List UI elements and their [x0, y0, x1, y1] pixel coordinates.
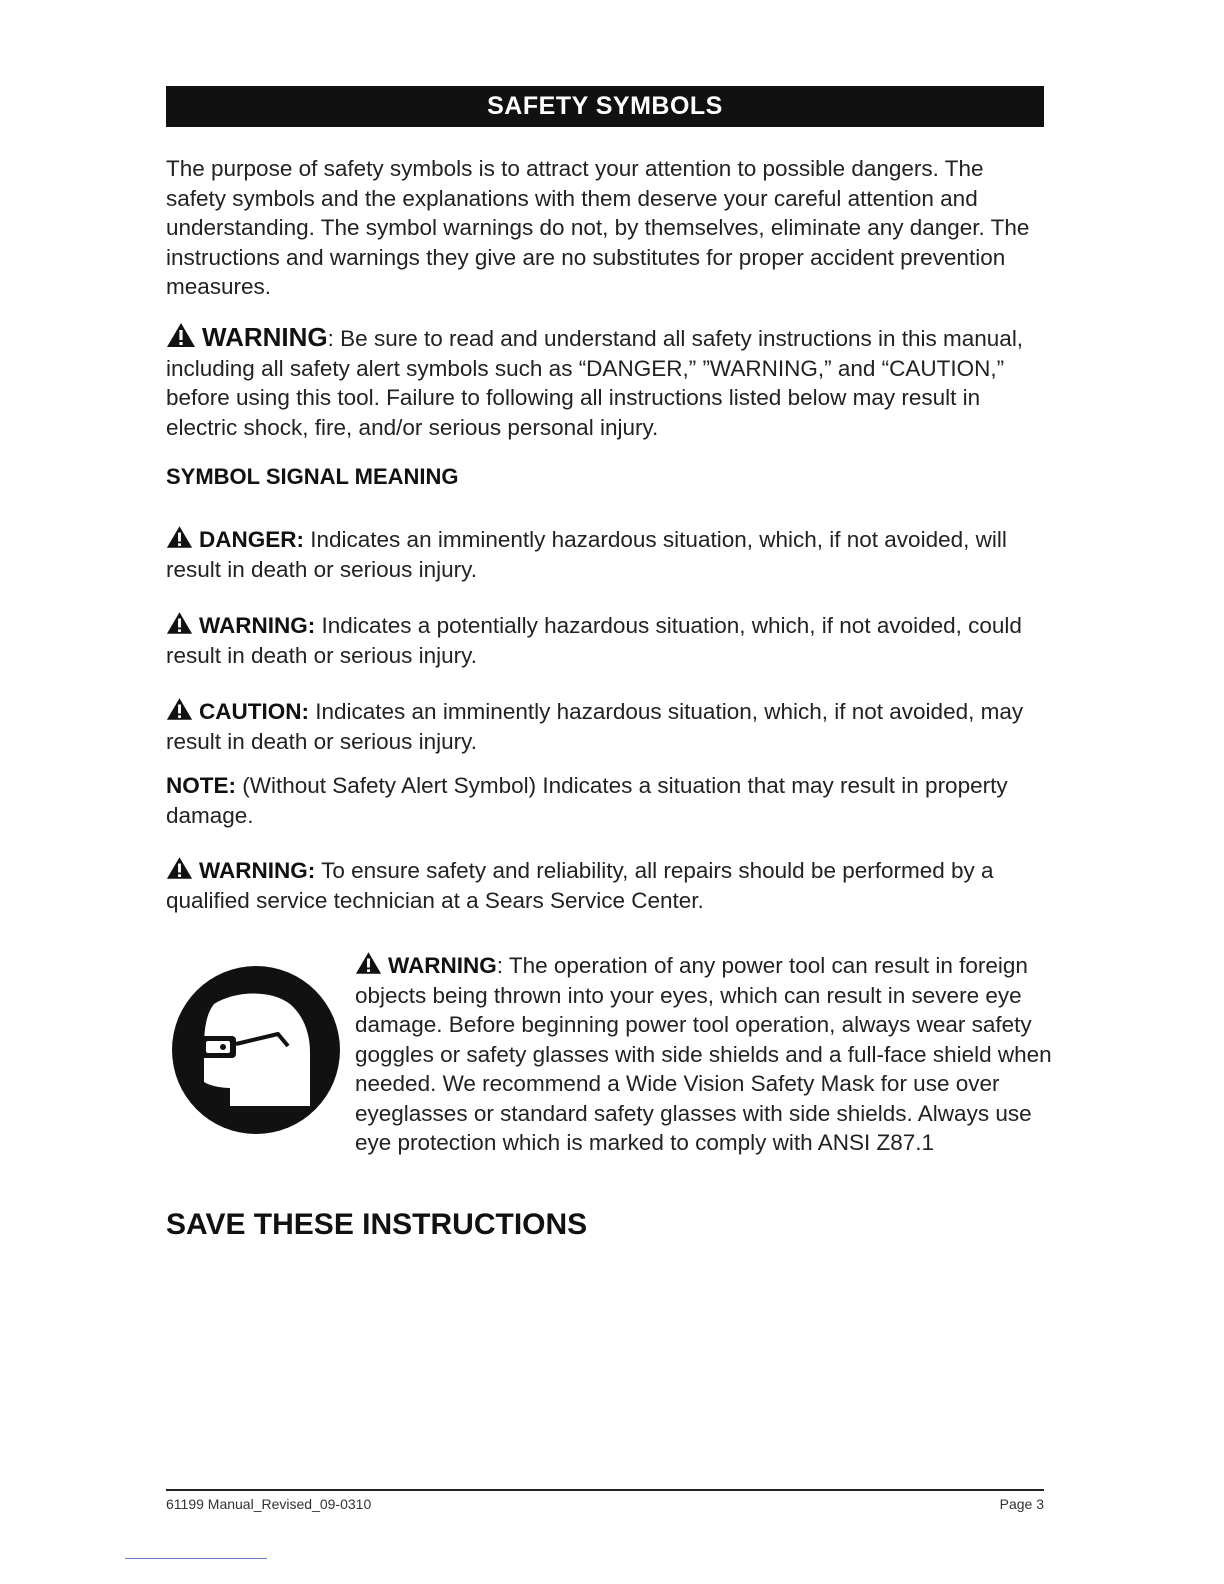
caution-label: CAUTION:: [199, 699, 309, 724]
warning-signal-paragraph: [166, 611, 1046, 670]
section-title-banner: SAFETY SYMBOLS: [166, 86, 1044, 127]
safety-alert-icon: [166, 856, 193, 880]
warning-label: WARNING: [202, 322, 328, 352]
eye-warning-text: : The operation of any power tool can result in foreign objects being thrown into your eyes, which can result in severe eye damage. Before beginning power tool operation, always wear safety goggles or safety glasses with side shields and a full-face shield when needed. We recommend a Wide Vision Safety Mask for use over eyeglasses or standard safety glasses with side shields. Always use eye protection which is marked to comply with ANSI Z87.1: [355, 953, 1052, 1155]
note-label: NOTE:: [166, 773, 236, 798]
repair-warning-paragraph: [166, 856, 1046, 915]
footer-divider: [166, 1489, 1044, 1491]
danger-text: Indicates an imminently hazardous situation, which, if not avoided, will result in death or serious injury.: [166, 527, 1007, 582]
eye-protection-paragraph: [355, 951, 1055, 1158]
warning-signal-text: Indicates a potentially hazardous situation, which, if not avoided, could result in death or serious injury.: [166, 613, 1022, 668]
safety-goggles-icon: [170, 964, 342, 1136]
safety-alert-icon: [166, 322, 196, 348]
general-warning-paragraph: [166, 322, 1046, 442]
safety-alert-icon: [355, 951, 382, 975]
note-text: (Without Safety Alert Symbol) Indicates a situation that may result in property damage.: [166, 773, 1008, 828]
note-paragraph: [166, 771, 1046, 830]
footer-page-number: Page 3: [999, 1496, 1044, 1512]
eye-warning-label: WARNING: [388, 953, 497, 978]
scan-artifact-line: [125, 1558, 267, 1559]
signal-meaning-heading: SYMBOL SIGNAL MEANING: [166, 464, 459, 489]
warning-signal-label: WARNING:: [199, 613, 316, 638]
save-instructions-heading: SAVE THESE INSTRUCTIONS: [166, 1208, 588, 1241]
danger-paragraph: [166, 525, 1046, 584]
safety-alert-icon: [166, 697, 193, 721]
repair-warning-label: WARNING:: [199, 858, 316, 883]
caution-paragraph: [166, 697, 1046, 756]
warning-text: : Be sure to read and understand all safety instructions in this manual, including all safety alert symbols such as “DANGER,” ”WARNING,” and “CAUTION,” before using this tool. Failure to following all instructions listed below may result in electric shock, fire, and/or serious personal injury.: [166, 326, 1024, 440]
danger-label: DANGER:: [199, 527, 304, 552]
safety-alert-icon: [166, 611, 193, 635]
safety-alert-icon: [166, 525, 193, 549]
footer-document-id: 61199 Manual_Revised_09-0310: [166, 1496, 372, 1512]
caution-text: Indicates an imminently hazardous situation, which, if not avoided, may result in death or serious injury.: [166, 699, 1024, 754]
repair-warning-text: To ensure safety and reliability, all repairs should be performed by a qualified service technician at a Sears Service Center.: [166, 858, 994, 913]
intro-paragraph: The purpose of safety symbols is to attract your attention to possible dangers. The safety symbols and the explanations with them deserve your careful attention and understanding. The symbol warnings do not, by themselves, eliminate any danger. The instructions and warnings they give are no substitutes for proper accident prevention measures.: [166, 156, 1030, 299]
